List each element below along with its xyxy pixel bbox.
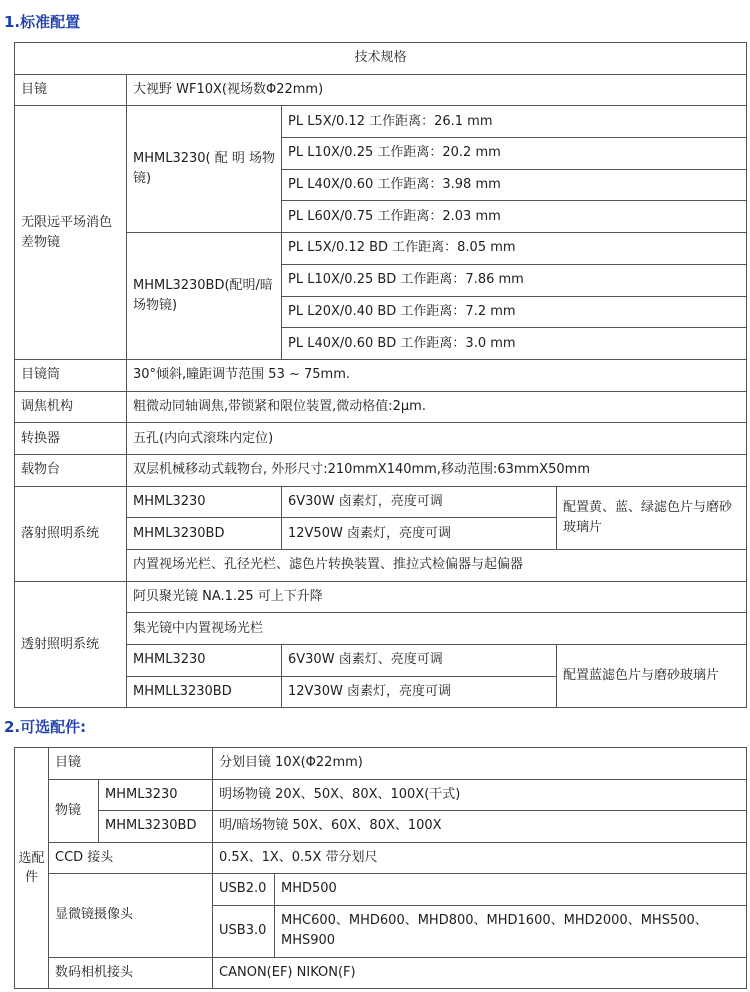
objective-item: PL L40X/0.60 工作距离：3.98 mm [282,169,747,201]
row-label-transmitted: 透射照明系统 [15,581,127,708]
table-row [15,74,747,106]
section-title-standard: 1.标准配置 [4,13,81,31]
objective-item: PL L5X/0.12 BD 工作距离：8.05 mm [282,233,747,265]
transmitted-filter-note: 配置蓝滤色片与磨砂玻璃片 [557,645,747,708]
opt-camera-port: USB3.0 [213,905,275,957]
transmitted-model: MHML3230 [127,645,282,677]
transmitted-model: MHMLL3230BD [127,676,282,708]
table-row [15,874,747,906]
reflected-lamp: 12V50W 卤素灯，亮度可调 [282,518,557,550]
objective-item: PL L40X/0.60 BD 工作距离：3.0 mm [282,328,747,360]
table-row [15,423,747,455]
objective-model-bd: MHML3230BD(配明/暗场物镜) [127,233,282,360]
row-label-nosepiece: 转换器 [15,423,127,455]
focus-value: 粗微动同轴调焦,带锁紧和限位装置,微动格值:2μm. [127,391,747,423]
reflected-model: MHML3230 [127,486,282,518]
table-row [15,454,747,486]
reflected-filter-note: 配置黄、蓝、绿滤色片与磨砂玻璃片 [557,486,747,549]
opt-label-eyepiece: 目镜 [49,748,213,780]
eyepiece-value: 大视野 WF10X(视场数Φ22mm) [127,74,747,106]
row-label-eyepiece: 目镜 [15,74,127,106]
objective-item: PL L20X/0.40 BD 工作距离：7.2 mm [282,296,747,328]
table-row [15,486,747,518]
table-row [15,581,747,613]
opt-ccd-value: 0.5X、1X、0.5X 带分划尺 [213,842,747,874]
section-title-optional: 2.可选配件: [4,718,87,736]
opt-label-objective: 物镜 [49,779,99,842]
opt-label-dslr: 数码相机接头 [49,957,213,989]
table-row [15,43,747,75]
optional-side-label: 选配件 [15,748,49,989]
opt-objective-model: MHML3230BD [99,811,213,843]
table-row [15,957,747,989]
opt-label-camera: 显微镜摄像头 [49,874,213,958]
row-label-stage: 载物台 [15,454,127,486]
row-label-reflected: 落射照明系统 [15,486,127,581]
table-row [15,811,747,843]
row-label-objective: 无限远平场消色差物镜 [15,106,127,360]
table-row [15,842,747,874]
table-row [15,748,747,780]
table-row [15,106,747,138]
nosepiece-value: 五孔(内向式滚珠内定位) [127,423,747,455]
objective-item: PL L10X/0.25 工作距离：20.2 mm [282,138,747,170]
transmitted-lamp: 6V30W 卤素灯、亮度可调 [282,645,557,677]
row-label-focus: 调焦机构 [15,391,127,423]
table-row [15,391,747,423]
transmitted-collector: 集光镜中内置视场光栏 [127,613,747,645]
row-label-tube: 目镜筒 [15,359,127,391]
transmitted-condenser: 阿贝聚光镜 NA.1.25 可上下升降 [127,581,747,613]
reflected-extra: 内置视场光栏、孔径光栏、滤色片转换装置、推拉式检偏器与起偏器 [127,550,747,582]
opt-objective-value: 明场物镜 20X、50X、80X、100X(干式) [213,779,747,811]
tube-value: 30°倾斜,瞳距调节范围 53 ~ 75mm. [127,359,747,391]
spec-header: 技术规格 [15,43,747,75]
opt-camera-value: MHC600、MHD600、MHD800、MHD1600、MHD2000、MHS500、MHS900 [275,905,747,957]
opt-camera-port: USB2.0 [213,874,275,906]
objective-model-bright: MHML3230( 配 明 场物镜) [127,106,282,233]
stage-value: 双层机械移动式载物台, 外形尺寸:210mmX140mm,移动范围:63mmX50mm [127,454,747,486]
objective-item: PL L5X/0.12 工作距离：26.1 mm [282,106,747,138]
table-row [15,359,747,391]
transmitted-lamp: 12V30W 卤素灯，亮度可调 [282,676,557,708]
reflected-model: MHML3230BD [127,518,282,550]
reflected-lamp: 6V30W 卤素灯，亮度可调 [282,486,557,518]
opt-camera-value: MHD500 [275,874,747,906]
table-row [15,779,747,811]
opt-label-ccd: CCD 接头 [49,842,213,874]
objective-item: PL L60X/0.75 工作距离：2.03 mm [282,201,747,233]
optional-table [14,747,747,989]
objective-item: PL L10X/0.25 BD 工作距离：7.86 mm [282,264,747,296]
opt-dslr-value: CANON(EF) NIKON(F) [213,957,747,989]
opt-eyepiece-value: 分划目镜 10X(Φ22mm) [213,748,747,780]
opt-objective-value: 明/暗场物镜 50X、60X、80X、100X [213,811,747,843]
spec-table [14,42,747,708]
opt-objective-model: MHML3230 [99,779,213,811]
